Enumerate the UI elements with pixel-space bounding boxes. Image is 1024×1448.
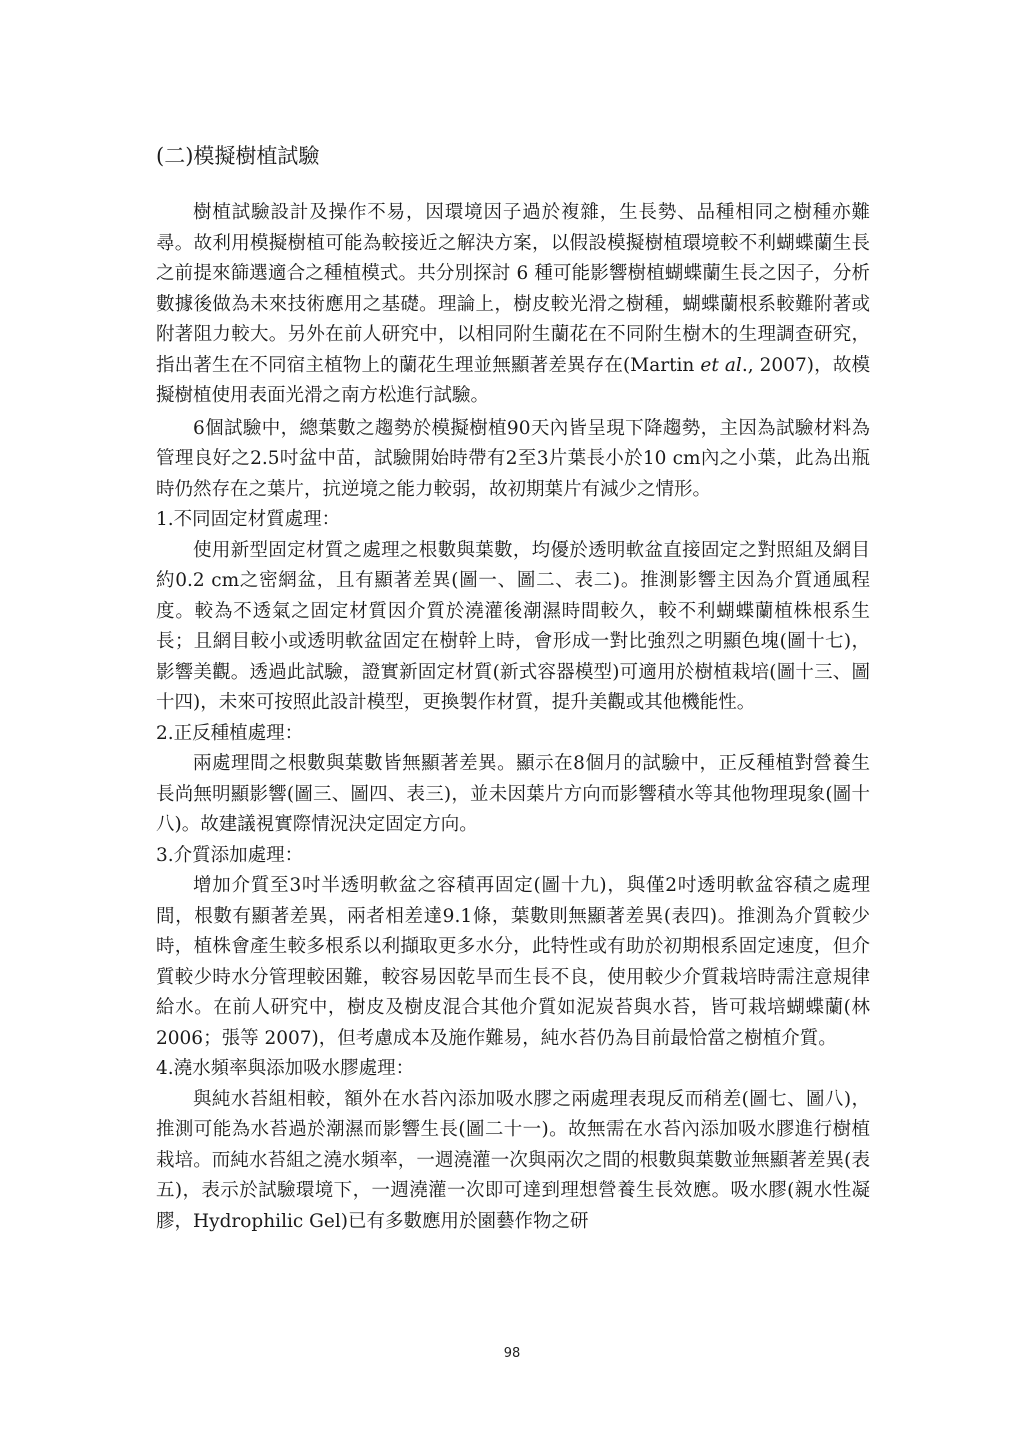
section-title: (二)模擬樹植試驗: [156, 144, 320, 168]
page-number: 98: [503, 1346, 521, 1361]
subsection-body-1: 使用新型固定材質之處理之根數與葉數，均優於透明軟盆直接固定之對照組及網目約0.2 cm之密網盆，且有顯著差異(圖一、圖二、表二)。推測影響主因為介質通風程度。較為不透氣之固定材質因介質於澆灌後潮濕時間較久，較不利蝴蝶蘭植株根系生長；且網目較小或透明軟盆固定在樹幹上時，會形成一對比強烈之明顯色塊(圖十七)，影響美觀。透過此試驗，證實新固定材質(新式容器模型)可適用於樹植栽培(圖十三、圖十四)，未來可按照此設計模型，更換製作材質，提升美觀或其他機能性。: [156, 539, 870, 713]
subsection-heading-2: 2.正反種植處理：: [156, 722, 304, 744]
intro-paragraph-1-text: 樹植試驗設計及操作不易，因環境因子過於複雜，生長勢、品種相同之樹種亦難尋。故利用模擬樹植可能為較接近之解決方案，以假設模擬樹植環境較不利蝴蝶蘭生長之前提來篩選適合之種植模式。共分別探討 6 種可能影響樹植蝴蝶蘭生長之因子，分析數據後做為未來技術應用之基礎。理論上，樹皮較光滑之樹種，蝴蝶蘭根系較難附著或附著阻力較大。另外在前人研究中，以相同附生蘭花在不同附生樹木的生理調查研究，指出著生在不同宿主植物上的蘭花生理並無顯著差異存在(Martin: [156, 202, 870, 376]
subsection-body-4: 與純水苔組相較，額外在水苔內添加吸水膠之兩處理表現反而稍差(圖七、圖八)，推測可能為水苔過於潮濕而影響生長(圖二十一)。故無需在水苔內添加吸水膠進行樹植栽培。而純水苔組之澆水頻率，一週澆灌一次與兩次之間的根數與葉數並無顯著差異(表五)，表示於試驗環境下，一週澆灌一次即可達到理想營養生長效應。吸水膠(親水性凝膠，Hydrophilic Gel)已有多數應用於園藝作物之研: [156, 1088, 870, 1232]
subsection-body-3: 增加介質至3吋半透明軟盆之容積再固定(圖十九)，與僅2吋透明軟盆容積之處理間，根數有顯著差異，兩者相差達9.1條，葉數則無顯著差異(表四)。推測為介質較少時，植株會產生較多根系以利擷取更多水分，此特性或有助於初期根系固定速度，但介質較少時水分管理較困難，較容易因乾旱而生長不良，使用較少介質栽培時需注意規律給水。在前人研究中，樹皮及樹皮混合其他介質如泥炭苔與水苔，皆可栽培蝴蝶蘭(林 2006；張等 2007)，但考慮成本及施作難易，純水苔仍為目前最恰當之樹植介質。: [156, 875, 870, 1049]
subsection-heading-4: 4.澆水頻率與添加吸水膠處理：: [156, 1058, 415, 1079]
citation-et-al: et al: [700, 354, 742, 376]
subsection-heading-3: 3.介質添加處理：: [156, 844, 304, 866]
document-page: [156, 138, 870, 1237]
intro-paragraph-1-tail: ., 2007)，故模擬樹植使用表面光滑之南方松進行試驗。: [156, 354, 870, 406]
subsection-heading-1: 1.不同固定材質處理：: [156, 509, 341, 530]
intro-paragraph-2: 6個試驗中，總葉數之趨勢於模擬樹植90天內皆呈現下降趨勢，主因為試驗材料為管理良好之2.5吋盆中苗，試驗開始時帶有2至3片葉長小於10 cm內之小葉，此為出瓶時仍然存在之葉片，抗逆境之能力較弱，故初期葉片有減少之情形。: [156, 417, 870, 500]
subsection-body-2: 兩處理間之根數與葉數皆無顯著差異。顯示在8個月的試驗中，正反種植對營養生長尚無明顯影響(圖三、圖四、表三)，並未因葉片方向而影響積水等其他物理現象(圖十八)。故建議視實際情況決定固定方向。: [156, 753, 870, 835]
intro-paragraph-1: [156, 198, 870, 412]
